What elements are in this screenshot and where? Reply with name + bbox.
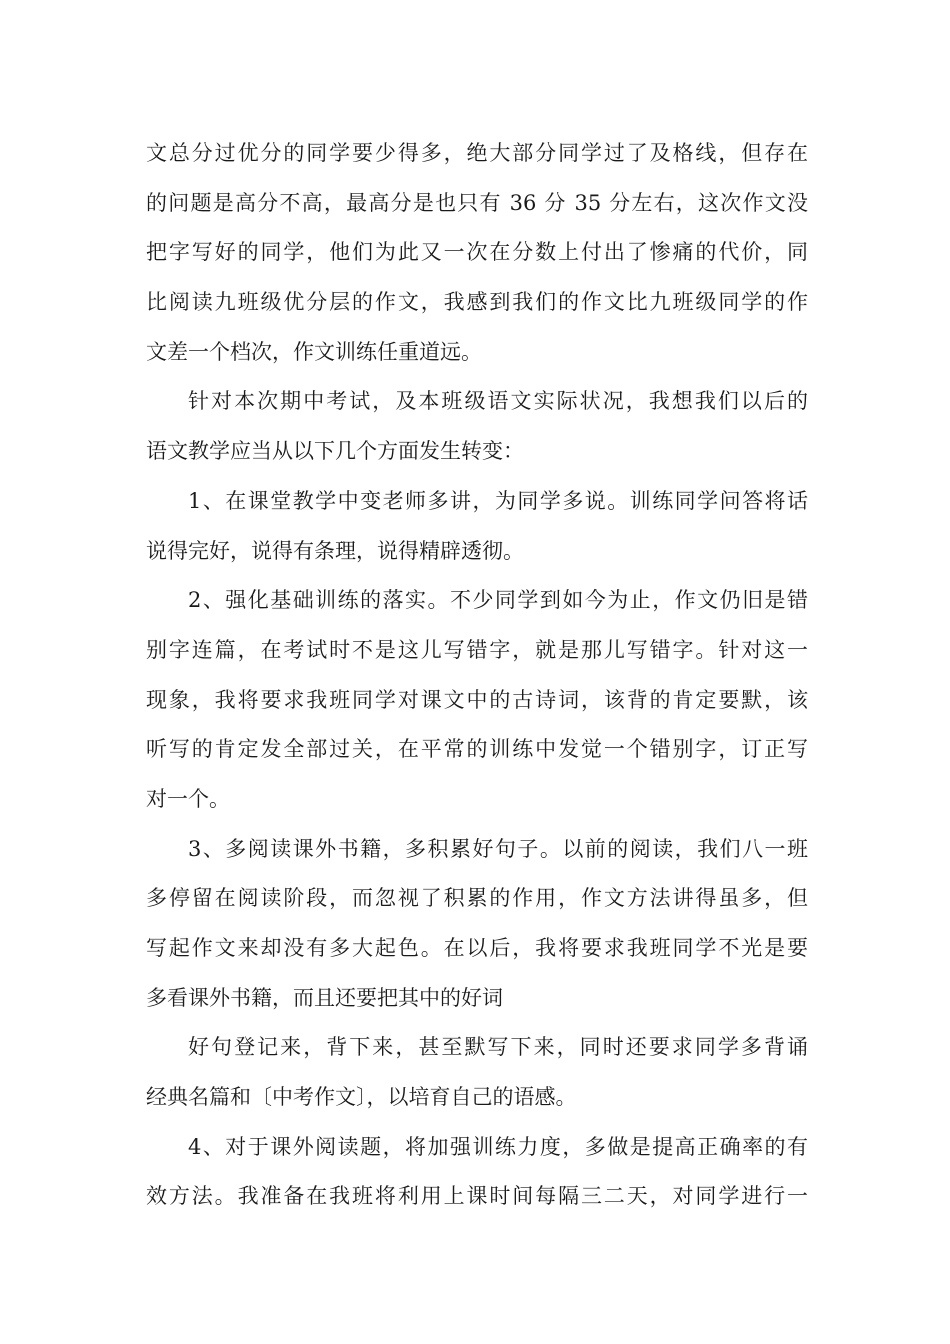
paragraph-start-line: 2、强化基础训练的落实。不少同学到如今为止，作文仍旧是错 bbox=[188, 588, 808, 613]
text-line: 文差一个档次，作文训练任重道远。 bbox=[146, 339, 482, 364]
paragraph-start-line: 好句登记来，背下来，甚至默写下来，同时还要求同学多背诵 bbox=[188, 1035, 808, 1060]
paragraph-start-line: 针对本次期中考试，及本班级语文实际状况，我想我们以后的 bbox=[188, 389, 808, 414]
body-text bbox=[146, 129, 808, 1222]
text-line: 多停留在阅读阶段，而忽视了积累的作用，作文方法讲得虽多，但 bbox=[146, 886, 808, 911]
text-line: 经典名篇和〔中考作文〕，以培育自己的语感。 bbox=[146, 1085, 577, 1110]
text-line: 文总分过优分的同学要少得多，绝大部分同学过了及格线，但存在 bbox=[146, 141, 808, 165]
text-line: 写起作文来却没有多大起色。在以后，我将要求我班同学不光是要 bbox=[146, 936, 808, 960]
text-line: 把字写好的同学，他们为此又一次在分数上付出了惨痛的代价，同 bbox=[146, 240, 808, 265]
paragraph-start-line: 1、在课堂教学中变老师多讲，为同学多说。训练同学问答将话 bbox=[188, 488, 808, 513]
paragraph-start-line: 4、对于课外阅读题，将加强训练力度，多做是提高正确率的有 bbox=[188, 1134, 808, 1159]
text-line: 多看课外书籍，而且还要把其中的好词 bbox=[146, 985, 503, 1010]
text-line: 说得完好，说得有条理，说得精辟透彻。 bbox=[146, 538, 524, 563]
text-line: 的问题是高分不高，最高分是也只有 36 分 35 分左右，这次作文没 bbox=[146, 190, 808, 215]
text-line: 别字连篇，在考试时不是这儿写错字，就是那儿写错字。针对这一 bbox=[146, 637, 808, 662]
text-line: 比阅读九班级优分层的作文，我感到我们的作文比九班级同学的作 bbox=[146, 290, 808, 315]
text-line: 语文教学应当从以下几个方面发生转变： bbox=[146, 439, 524, 464]
paragraph-start-line: 3、多阅读课外书籍，多积累好句子。以前的阅读，我们八一班 bbox=[188, 836, 808, 861]
text-line: 现象，我将要求我班同学对课文中的古诗词，该背的肯定要默，该 bbox=[146, 687, 808, 712]
text-line: 对一个。 bbox=[146, 786, 230, 811]
text-line: 效方法。我准备在我班将利用上课时间每隔三二天，对同学进行一 bbox=[146, 1184, 808, 1209]
text-line: 听写的肯定发全部过关，在平常的训练中发觉一个错别字，订正写 bbox=[146, 737, 808, 762]
